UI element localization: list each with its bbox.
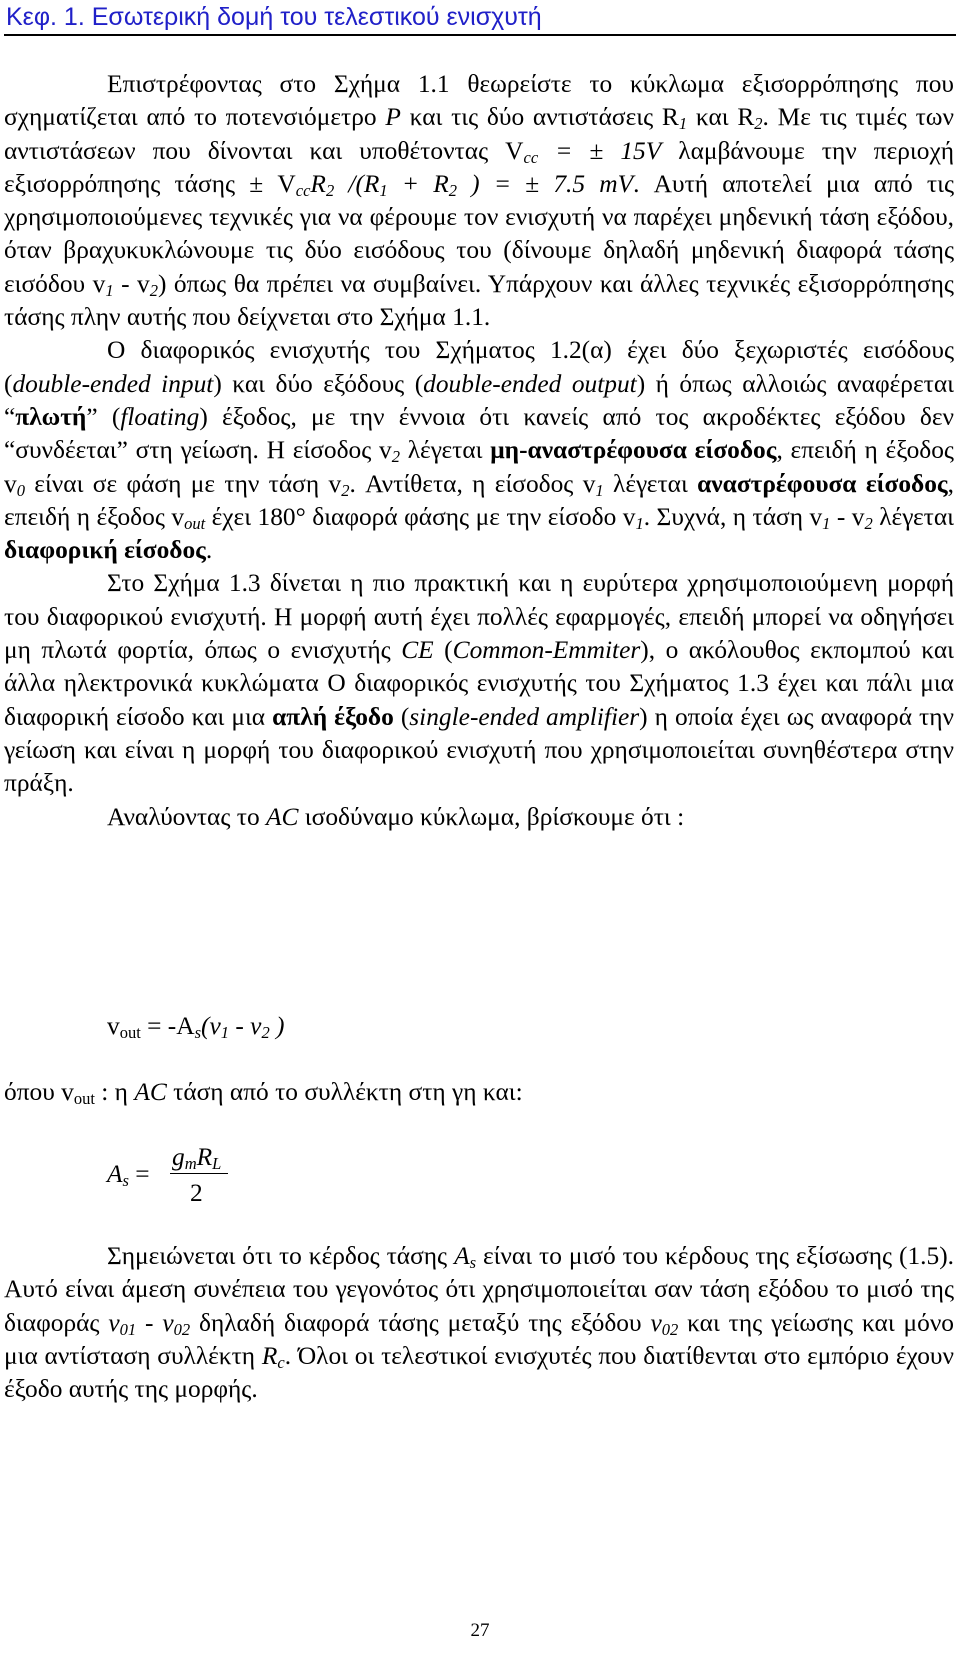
document-body-continued xyxy=(4,1240,954,1406)
paragraph-analysis: Αναλύοντας το AC ισοδύναμο κύκλωμα, βρίσκουμε ότι : xyxy=(107,802,685,831)
chapter-header: Κεφ. 1. Εσωτερική δομή του τελεστικού ενισχυτή xyxy=(6,3,542,31)
page-number: 27 xyxy=(470,1620,490,1641)
output-voltage-equation: $v_{out} = -A_s(v_1 - v_2$ ) xyxy=(107,1012,285,1043)
gain-numerator: $g_mR_L$ xyxy=(172,1143,222,1174)
paragraph-differential-inputs: Ο διαφορικός ενισχυτής του Σχήματος 1.2(α) έχει δύο ξεχωριστές εισόδους (double-ended input) και δύο εξόδους (double-ended output) ή όπως αλλοιώς αναφέρεται “πλωτή” (floating) έξοδος, με την έννοια ότι κανείς από τος ακροδέκτες εξόδου δεν “συνδέεται” στη γείωση. Η είσοδος $v_2$ λέγεται μη-αναστρέφουσα είσοδος, επειδή η έξοδος $v_0$ είναι σε φάση με την τάση $v_2$. Αντίθετα, η είσοδος $v_1$ λέγεται αναστρέφουσα είσοδος, επειδή η έξοδος $v_{out}$ έχει 180° διαφορά φάσης με την είσοδο $v_1$. Συχνά, η τάση $v_1 - v_2$ λέγεται διαφορική είσοδος. xyxy=(4,336,955,565)
paragraph-balancing: Επιστρέφοντας στο Σχήμα 1.1 θεωρείστε το κύκλωμα εξισορρόπησης που σχηματίζεται από το ποτενσιόμετρο P και τις δύο αντιστάσεις $R_1$ και $R_2$. Με τις τιμές των αντιστάσεων που δίνονται και υποθέτοντας $V_{cc}$ = ± 15V λαμβάνουμε την περιοχή εξισορρόπησης $\tau ά\sigma\eta\varsigma \pm V_{cc}R_2$ $/(R_1 + R_2$ ) = ± 7.5 mV. Αυτή αποτελεί μια από τις χρησιμοποιούμενες τεχνικές για να φέρουμε τον ενισχυτή να παρέχει μηδενική τάση εξόδου, όταν βραχυκυκλώνουμε τις δύο εισόδους του (δίνουμε δηλαδή μηδενική διαφορά τάσης εισόδου $v_1 - v_2$) όπως θα πρέπει να συμβαίνει. Υπάρχουν και άλλες τεχνικές εξισορρόπησης τάσης πλην αυτής που δείχνεται στο Σχήμα 1.1. xyxy=(4,70,954,332)
paragraph-gain-note: Σημειώνεται ότι το κέρδος τάσης $A_s$ είναι το μισό του κέρδους της εξίσωσης (1.5). Αυτό είναι άμεση συνέπεια του γεγονότος ότι χρησιμοποιείται σαν τάση εξόδου το μισό της διαφοράς $v_{01} - v_{02}$ δηλαδή διαφορά τάσης μεταξύ της εξόδου $v_{02}$ και της γείωσης και μόνο μια αντίσταση συλλέκτη $R_c$. Όλοι οι τελεστικοί ενισχυτές που διατίθενται στο εμπόριο έχουν έξοδο αυτής της μορφής. xyxy=(4,1242,955,1404)
gain-denominator: 2 xyxy=(190,1179,203,1207)
header-divider xyxy=(4,34,956,36)
fraction-bar xyxy=(170,1173,228,1174)
where-definition: όπου $v_{out}$ : η AC τάση από το συλλέκτη στη γη και: xyxy=(4,1078,523,1109)
paragraph-practical-form: Στο Σχήμα 1.3 δίνεται η πιο πρακτική και η ευρύτερα χρησιμοποιούμενη μορφή του διαφορικού ενισχυτή. Η μορφή αυτή έχει πολλές εφαρμογές, επειδή μπορεί να οδηγήσει μη πλωτά φορτία, όπως ο ενισχυτής CE (Common-Emmiter), ο ακόλουθος εκπομπού και άλλα ηλεκτρονικά κυκλώματα Ο διαφορικός ενισχυτής του Σχήματος 1.3 έχει και πάλι μια διαφορική είσοδο και μια απλή έξοδο (single-ended amplifier) η οποία έχει ως αναφορά την γείωση και είναι η μορφή του διαφορικού ενισχυτή που χρησιμοποιείται συνηθέστερα στην πράξη. xyxy=(4,569,954,798)
document-body xyxy=(4,68,954,834)
gain-symbol: $A_s$ = xyxy=(107,1160,150,1191)
